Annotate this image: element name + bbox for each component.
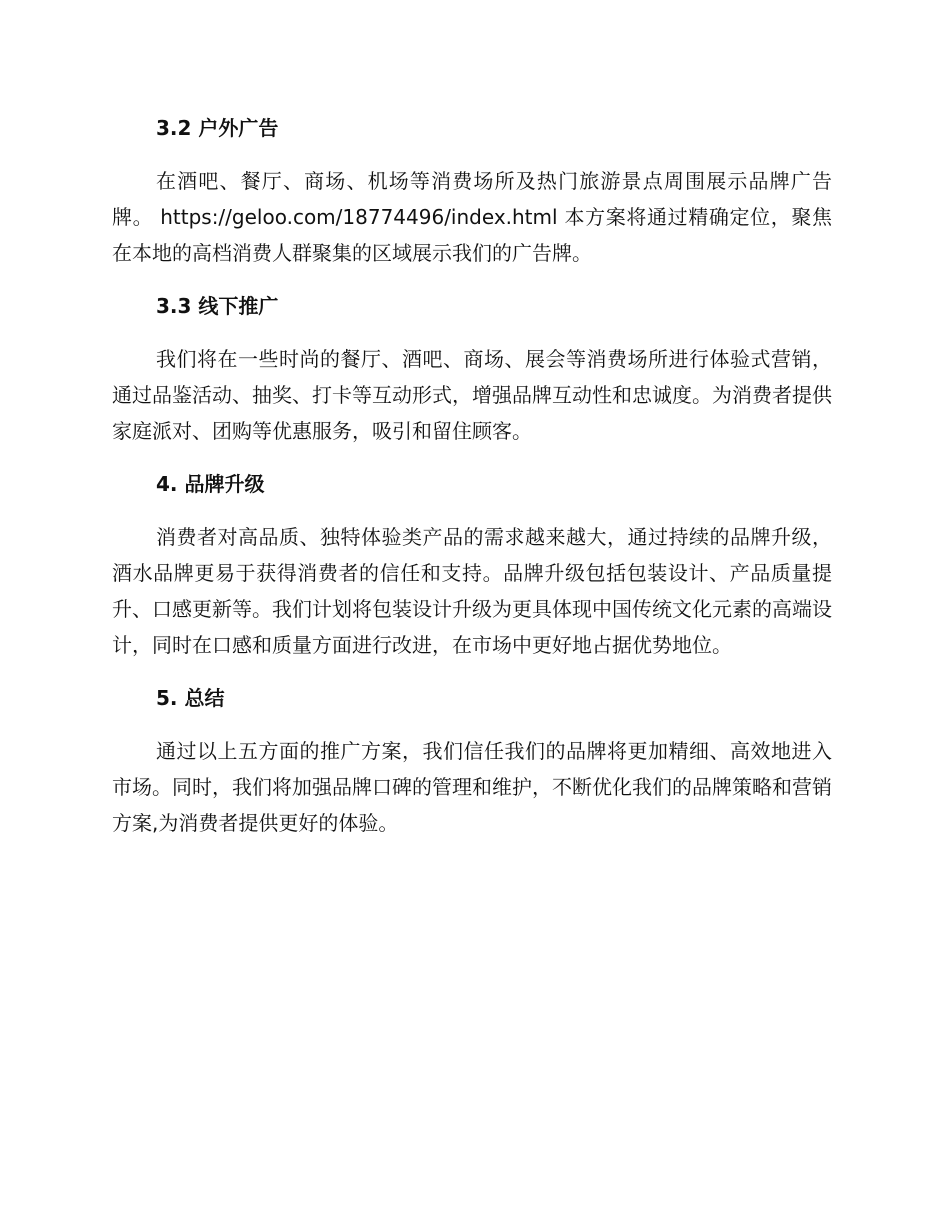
section-summary — [112, 680, 832, 841]
section-heading: 3.3 线下推广 — [156, 294, 279, 318]
section-paragraph: 消费者对高品质、独特体验类产品的需求越来越大，通过持续的品牌升级，酒水品牌更易于获得消费者的信任和支持。品牌升级包括包装设计、产品质量提升、口感更新等。我们计划将包装设计升级为更具体现中国传统文化元素的高端设计，同时在口感和质量方面进行改进，在市场中更好地占据优势地位。 — [112, 525, 832, 657]
section-outdoor-ads — [112, 110, 832, 271]
document-body — [112, 110, 832, 841]
section-heading: 3.2 户外广告 — [156, 116, 279, 140]
section-offline-promotion — [112, 288, 832, 449]
section-paragraph: 通过以上五方面的推广方案，我们信任我们的品牌将更加精细、高效地进入市场。同时，我们将加强品牌口碑的管理和维护，不断优化我们的品牌策略和营销方案,为消费者提供更好的体验。 — [112, 739, 832, 835]
section-paragraph: 我们将在一些时尚的餐厅、酒吧、商场、展会等消费场所进行体验式营销，通过品鉴活动、抽奖、打卡等互动形式，增强品牌互动性和忠诚度。为消费者提供家庭派对、团购等优惠服务，吸引和留住顾客。 — [112, 347, 832, 443]
section-heading: 5. 总结 — [156, 686, 225, 710]
section-brand-upgrade — [112, 466, 832, 663]
section-paragraph: 在酒吧、餐厅、商场、机场等消费场所及热门旅游景点周围展示品牌广告牌。 https://geloo.com/18774496/index.html 本方案将通过精确定位，聚焦在本地的高档消费人群聚集的区域展示我们的广告牌。 — [112, 169, 832, 265]
section-heading: 4. 品牌升级 — [156, 472, 265, 496]
